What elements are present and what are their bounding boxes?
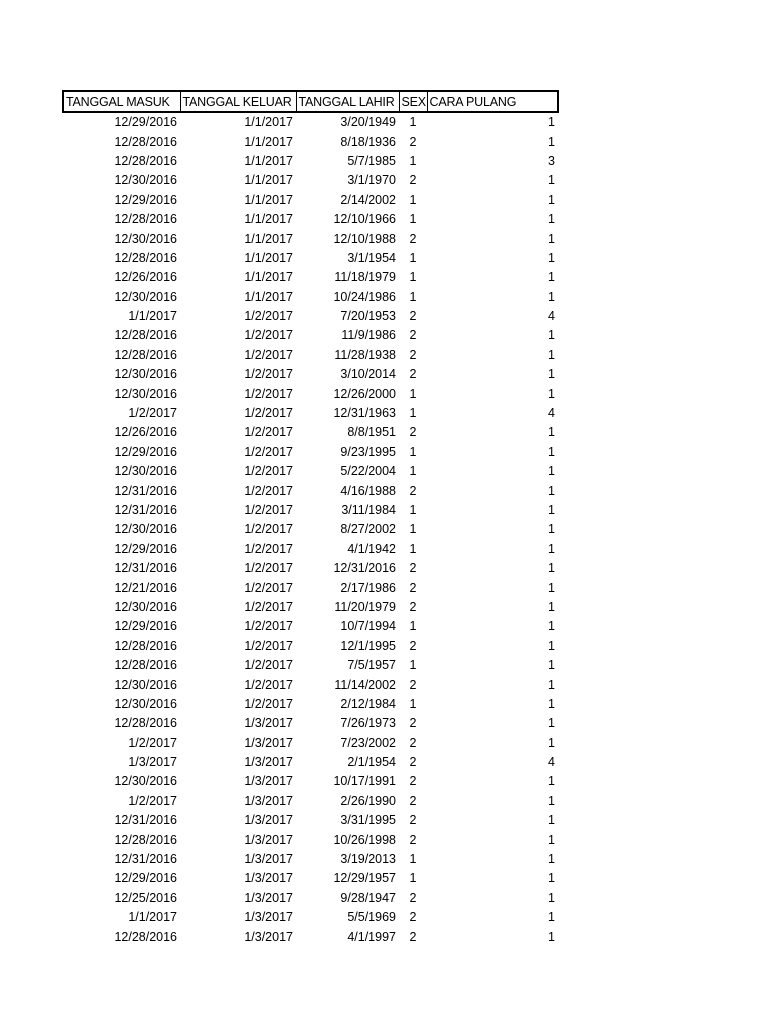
table-row xyxy=(63,830,558,849)
table-row xyxy=(63,598,558,617)
cell-tanggal-masuk: 12/26/2016 xyxy=(114,425,177,440)
table-row xyxy=(63,191,558,210)
table-row xyxy=(63,792,558,811)
cell-sex: 1 xyxy=(409,444,417,459)
cell-tanggal-lahir: 10/26/1998 xyxy=(333,832,396,847)
table-row xyxy=(63,268,558,287)
cell-sex: 2 xyxy=(409,929,417,944)
cell-tanggal-masuk: 12/28/2016 xyxy=(114,212,177,227)
table-row xyxy=(63,714,558,733)
cell-tanggal-keluar: 1/1/2017 xyxy=(244,134,293,149)
table-row xyxy=(63,365,558,384)
cell-tanggal-keluar: 1/1/2017 xyxy=(244,212,293,227)
cell-tanggal-keluar: 1/3/2017 xyxy=(244,774,293,789)
cell-tanggal-lahir: 2/1/1954 xyxy=(347,755,396,770)
cell-sex: 2 xyxy=(409,735,417,750)
table-row xyxy=(63,307,558,326)
cell-tanggal-lahir: 12/29/1957 xyxy=(333,871,396,886)
cell-cara-pulang: 1 xyxy=(548,425,555,440)
cell-tanggal-masuk: 12/30/2016 xyxy=(114,774,177,789)
cell-tanggal-keluar: 1/1/2017 xyxy=(244,270,293,285)
cell-sex: 2 xyxy=(409,599,417,614)
cell-tanggal-lahir: 9/28/1947 xyxy=(340,890,396,905)
cell-tanggal-keluar: 1/1/2017 xyxy=(244,250,293,265)
table-row xyxy=(63,540,558,559)
cell-tanggal-masuk: 12/21/2016 xyxy=(114,580,177,595)
cell-cara-pulang: 1 xyxy=(548,483,555,498)
header-row xyxy=(63,91,558,112)
cell-sex: 2 xyxy=(409,173,417,188)
cell-tanggal-masuk: 12/28/2016 xyxy=(114,929,177,944)
cell-tanggal-lahir: 2/26/1990 xyxy=(340,793,396,808)
cell-tanggal-keluar: 1/3/2017 xyxy=(244,910,293,925)
cell-cara-pulang: 1 xyxy=(548,580,555,595)
cell-sex: 2 xyxy=(409,755,417,770)
cell-cara-pulang: 1 xyxy=(548,134,555,149)
table-row xyxy=(63,288,558,307)
cell-tanggal-keluar: 1/2/2017 xyxy=(244,406,293,421)
cell-sex: 1 xyxy=(409,192,417,207)
cell-sex: 2 xyxy=(409,561,417,576)
cell-sex: 2 xyxy=(409,309,417,324)
cell-tanggal-lahir: 5/22/2004 xyxy=(340,464,396,479)
table-body xyxy=(63,112,558,947)
cell-sex: 1 xyxy=(409,619,417,634)
cell-tanggal-masuk: 12/29/2016 xyxy=(114,115,177,130)
cell-tanggal-keluar: 1/3/2017 xyxy=(244,716,293,731)
cell-tanggal-keluar: 1/1/2017 xyxy=(244,115,293,130)
cell-tanggal-masuk: 12/28/2016 xyxy=(114,716,177,731)
cell-tanggal-masuk: 12/28/2016 xyxy=(114,347,177,362)
cell-cara-pulang: 1 xyxy=(548,464,555,479)
cell-tanggal-masuk: 12/31/2016 xyxy=(114,852,177,867)
cell-cara-pulang: 4 xyxy=(548,406,555,421)
cell-tanggal-keluar: 1/1/2017 xyxy=(244,289,293,304)
table-row xyxy=(63,520,558,539)
cell-sex: 2 xyxy=(409,774,417,789)
cell-tanggal-keluar: 1/2/2017 xyxy=(244,619,293,634)
cell-cara-pulang: 1 xyxy=(548,386,555,401)
patient-table xyxy=(62,90,559,947)
cell-tanggal-masuk: 12/25/2016 xyxy=(114,890,177,905)
cell-sex: 2 xyxy=(409,677,417,692)
table-row xyxy=(63,404,558,423)
cell-cara-pulang: 4 xyxy=(548,309,555,324)
cell-cara-pulang: 1 xyxy=(548,619,555,634)
cell-cara-pulang: 1 xyxy=(548,561,555,576)
cell-cara-pulang: 1 xyxy=(548,192,555,207)
cell-tanggal-masuk: 12/28/2016 xyxy=(114,832,177,847)
header-tanggal-keluar: TANGGAL KELUAR xyxy=(180,91,296,112)
cell-tanggal-masuk: 12/30/2016 xyxy=(114,289,177,304)
table-row xyxy=(63,326,558,345)
cell-sex: 2 xyxy=(409,890,417,905)
cell-tanggal-masuk: 1/1/2017 xyxy=(128,309,177,324)
cell-cara-pulang: 1 xyxy=(548,115,555,130)
cell-tanggal-lahir: 4/1/1942 xyxy=(347,541,396,556)
cell-tanggal-keluar: 1/2/2017 xyxy=(244,658,293,673)
cell-cara-pulang: 1 xyxy=(548,696,555,711)
cell-tanggal-lahir: 4/16/1988 xyxy=(340,483,396,498)
cell-cara-pulang: 1 xyxy=(548,503,555,517)
cell-tanggal-masuk: 12/29/2016 xyxy=(114,871,177,886)
cell-tanggal-lahir: 8/8/1951 xyxy=(347,425,396,440)
cell-tanggal-lahir: 12/10/1966 xyxy=(333,212,396,227)
cell-cara-pulang: 1 xyxy=(548,677,555,692)
cell-tanggal-masuk: 12/29/2016 xyxy=(114,541,177,556)
cell-tanggal-keluar: 1/2/2017 xyxy=(244,503,293,517)
cell-tanggal-masuk: 12/31/2016 xyxy=(114,483,177,498)
table-row xyxy=(63,384,558,403)
cell-tanggal-keluar: 1/2/2017 xyxy=(244,638,293,653)
table-row xyxy=(63,171,558,190)
cell-sex: 1 xyxy=(409,852,417,867)
cell-tanggal-masuk: 1/2/2017 xyxy=(128,406,177,421)
table-row xyxy=(63,481,558,500)
table-row xyxy=(63,734,558,753)
cell-sex: 1 xyxy=(409,115,417,130)
table-row xyxy=(63,889,558,908)
table-row xyxy=(63,869,558,888)
table-row xyxy=(63,229,558,248)
cell-tanggal-masuk: 12/31/2016 xyxy=(114,813,177,828)
cell-sex: 2 xyxy=(409,134,417,149)
table-row xyxy=(63,578,558,597)
cell-tanggal-lahir: 10/24/1986 xyxy=(333,289,396,304)
cell-tanggal-keluar: 1/2/2017 xyxy=(244,464,293,479)
cell-tanggal-keluar: 1/2/2017 xyxy=(244,561,293,576)
cell-sex: 1 xyxy=(409,503,417,517)
cell-tanggal-keluar: 1/2/2017 xyxy=(244,328,293,343)
cell-tanggal-lahir: 7/20/1953 xyxy=(340,309,396,324)
cell-sex: 1 xyxy=(409,658,417,673)
table-row xyxy=(63,132,558,151)
table-row xyxy=(63,850,558,869)
cell-cara-pulang: 1 xyxy=(548,813,555,828)
cell-tanggal-keluar: 1/2/2017 xyxy=(244,541,293,556)
table-row xyxy=(63,695,558,714)
cell-cara-pulang: 1 xyxy=(548,832,555,847)
cell-sex: 2 xyxy=(409,231,417,246)
cell-tanggal-lahir: 7/5/1957 xyxy=(347,658,396,673)
cell-tanggal-masuk: 12/28/2016 xyxy=(114,250,177,265)
cell-tanggal-masuk: 1/1/2017 xyxy=(128,910,177,925)
cell-sex: 1 xyxy=(409,406,417,421)
cell-sex: 2 xyxy=(409,813,417,828)
cell-tanggal-masuk: 12/29/2016 xyxy=(114,192,177,207)
cell-sex: 1 xyxy=(409,464,417,479)
cell-tanggal-masuk: 12/30/2016 xyxy=(114,173,177,188)
cell-tanggal-lahir: 3/11/1984 xyxy=(341,503,396,517)
table-row xyxy=(63,152,558,171)
table-row xyxy=(63,908,558,927)
cell-sex: 2 xyxy=(409,425,417,440)
cell-tanggal-masuk: 12/29/2016 xyxy=(114,444,177,459)
cell-tanggal-masuk: 12/29/2016 xyxy=(114,619,177,634)
header-tanggal-masuk: TANGGAL MASUK xyxy=(63,91,180,112)
table-row xyxy=(63,443,558,462)
cell-cara-pulang: 1 xyxy=(548,173,555,188)
cell-cara-pulang: 1 xyxy=(548,890,555,905)
cell-tanggal-masuk: 12/30/2016 xyxy=(114,677,177,692)
header-cara-pulang: CARA PULANG xyxy=(427,91,558,112)
cell-tanggal-lahir: 12/31/1963 xyxy=(333,406,396,421)
header-sex: SEX xyxy=(399,91,427,112)
cell-cara-pulang: 1 xyxy=(548,793,555,808)
cell-tanggal-keluar: 1/2/2017 xyxy=(244,444,293,459)
cell-tanggal-keluar: 1/2/2017 xyxy=(244,386,293,401)
cell-tanggal-keluar: 1/3/2017 xyxy=(244,890,293,905)
table-row xyxy=(63,559,558,578)
cell-sex: 2 xyxy=(409,328,417,343)
cell-cara-pulang: 1 xyxy=(548,541,555,556)
cell-tanggal-keluar: 1/3/2017 xyxy=(244,735,293,750)
cell-cara-pulang: 1 xyxy=(548,522,555,537)
cell-tanggal-lahir: 2/17/1986 xyxy=(340,580,396,595)
cell-tanggal-masuk: 1/2/2017 xyxy=(128,735,177,750)
table-row xyxy=(63,423,558,442)
cell-sex: 1 xyxy=(409,270,417,285)
cell-tanggal-masuk: 12/28/2016 xyxy=(114,328,177,343)
cell-tanggal-lahir: 8/18/1936 xyxy=(340,134,396,149)
cell-tanggal-keluar: 1/1/2017 xyxy=(244,173,293,188)
cell-tanggal-keluar: 1/1/2017 xyxy=(244,192,293,207)
cell-cara-pulang: 1 xyxy=(548,929,555,944)
cell-tanggal-keluar: 1/2/2017 xyxy=(244,425,293,440)
cell-tanggal-keluar: 1/3/2017 xyxy=(244,832,293,847)
cell-tanggal-keluar: 1/2/2017 xyxy=(244,677,293,692)
cell-tanggal-masuk: 12/28/2016 xyxy=(114,153,177,168)
table-row xyxy=(63,501,558,520)
table-row xyxy=(63,346,558,365)
cell-tanggal-keluar: 1/3/2017 xyxy=(244,871,293,886)
cell-cara-pulang: 1 xyxy=(548,852,555,867)
patient-discharge-sheet xyxy=(62,90,557,947)
table-row xyxy=(63,772,558,791)
cell-tanggal-lahir: 3/1/1970 xyxy=(347,173,396,188)
cell-tanggal-keluar: 1/3/2017 xyxy=(244,755,293,770)
cell-tanggal-keluar: 1/2/2017 xyxy=(244,522,293,537)
cell-tanggal-keluar: 1/2/2017 xyxy=(244,599,293,614)
table-row xyxy=(63,210,558,229)
cell-tanggal-lahir: 9/23/1995 xyxy=(340,444,396,459)
cell-tanggal-keluar: 1/2/2017 xyxy=(244,367,293,382)
table-row xyxy=(63,617,558,636)
cell-tanggal-keluar: 1/3/2017 xyxy=(244,813,293,828)
cell-tanggal-lahir: 2/14/2002 xyxy=(340,192,396,207)
cell-sex: 1 xyxy=(409,871,417,886)
cell-cara-pulang: 1 xyxy=(548,910,555,925)
cell-tanggal-keluar: 1/1/2017 xyxy=(244,153,293,168)
cell-sex: 1 xyxy=(409,386,417,401)
cell-sex: 2 xyxy=(409,910,417,925)
cell-tanggal-lahir: 12/31/2016 xyxy=(333,561,396,576)
cell-tanggal-lahir: 8/27/2002 xyxy=(340,522,396,537)
cell-tanggal-lahir: 12/10/1988 xyxy=(333,231,396,246)
cell-tanggal-masuk: 12/30/2016 xyxy=(114,386,177,401)
cell-sex: 1 xyxy=(409,250,417,265)
cell-tanggal-lahir: 2/12/1984 xyxy=(340,696,396,711)
cell-tanggal-masuk: 12/30/2016 xyxy=(114,522,177,537)
cell-cara-pulang: 1 xyxy=(548,774,555,789)
cell-cara-pulang: 1 xyxy=(548,871,555,886)
cell-sex: 1 xyxy=(409,212,417,227)
cell-tanggal-keluar: 1/3/2017 xyxy=(244,793,293,808)
cell-tanggal-keluar: 1/2/2017 xyxy=(244,483,293,498)
cell-tanggal-keluar: 1/3/2017 xyxy=(244,929,293,944)
cell-sex: 1 xyxy=(409,289,417,304)
cell-tanggal-lahir: 3/19/2013 xyxy=(340,852,396,867)
cell-cara-pulang: 1 xyxy=(548,599,555,614)
table-row xyxy=(63,249,558,268)
cell-sex: 1 xyxy=(409,696,417,711)
table-row xyxy=(63,462,558,481)
cell-tanggal-masuk: 12/30/2016 xyxy=(114,464,177,479)
cell-tanggal-masuk: 12/26/2016 xyxy=(114,270,177,285)
cell-cara-pulang: 1 xyxy=(548,638,555,653)
cell-cara-pulang: 1 xyxy=(548,270,555,285)
cell-tanggal-masuk: 1/3/2017 xyxy=(128,755,177,770)
cell-sex: 1 xyxy=(409,522,417,537)
cell-tanggal-lahir: 10/17/1991 xyxy=(333,774,396,789)
cell-cara-pulang: 1 xyxy=(548,289,555,304)
cell-cara-pulang: 4 xyxy=(548,755,555,770)
cell-sex: 1 xyxy=(409,153,417,168)
cell-tanggal-masuk: 12/28/2016 xyxy=(114,134,177,149)
cell-tanggal-keluar: 1/3/2017 xyxy=(244,852,293,867)
cell-tanggal-lahir: 10/7/1994 xyxy=(340,619,396,634)
table-row xyxy=(63,637,558,656)
cell-tanggal-lahir: 3/1/1954 xyxy=(347,250,396,265)
cell-tanggal-masuk: 1/2/2017 xyxy=(128,793,177,808)
header-tanggal-lahir: TANGGAL LAHIR xyxy=(296,91,399,112)
cell-cara-pulang: 1 xyxy=(548,231,555,246)
cell-tanggal-lahir: 11/14/2002 xyxy=(334,677,396,692)
cell-tanggal-masuk: 12/31/2016 xyxy=(114,503,177,517)
cell-tanggal-keluar: 1/2/2017 xyxy=(244,696,293,711)
cell-tanggal-masuk: 12/28/2016 xyxy=(114,638,177,653)
cell-cara-pulang: 1 xyxy=(548,716,555,731)
cell-sex: 2 xyxy=(409,716,417,731)
cell-cara-pulang: 3 xyxy=(548,153,555,168)
cell-tanggal-lahir: 11/9/1986 xyxy=(341,328,396,343)
cell-sex: 2 xyxy=(409,347,417,362)
cell-cara-pulang: 1 xyxy=(548,735,555,750)
cell-tanggal-lahir: 5/5/1969 xyxy=(347,910,396,925)
cell-sex: 2 xyxy=(409,638,417,653)
cell-sex: 1 xyxy=(409,541,417,556)
cell-tanggal-lahir: 12/26/2000 xyxy=(333,386,396,401)
cell-tanggal-lahir: 3/20/1949 xyxy=(340,115,396,130)
cell-tanggal-masuk: 12/30/2016 xyxy=(114,696,177,711)
cell-tanggal-lahir: 3/10/2014 xyxy=(340,367,396,382)
cell-sex: 2 xyxy=(409,793,417,808)
cell-sex: 2 xyxy=(409,832,417,847)
cell-sex: 2 xyxy=(409,483,417,498)
cell-tanggal-lahir: 11/18/1979 xyxy=(334,270,396,285)
cell-tanggal-keluar: 1/1/2017 xyxy=(244,231,293,246)
cell-tanggal-lahir: 3/31/1995 xyxy=(340,813,396,828)
cell-cara-pulang: 1 xyxy=(548,328,555,343)
cell-tanggal-masuk: 12/28/2016 xyxy=(114,658,177,673)
cell-tanggal-masuk: 12/30/2016 xyxy=(114,231,177,246)
table-row xyxy=(63,112,558,132)
cell-tanggal-keluar: 1/2/2017 xyxy=(244,309,293,324)
cell-tanggal-keluar: 1/2/2017 xyxy=(244,580,293,595)
cell-sex: 2 xyxy=(409,367,417,382)
cell-tanggal-lahir: 11/28/1938 xyxy=(334,347,396,362)
cell-cara-pulang: 1 xyxy=(548,367,555,382)
cell-tanggal-masuk: 12/31/2016 xyxy=(114,561,177,576)
cell-tanggal-lahir: 11/20/1979 xyxy=(334,599,396,614)
table-row xyxy=(63,753,558,772)
cell-tanggal-lahir: 12/1/1995 xyxy=(340,638,396,653)
table-row xyxy=(63,656,558,675)
cell-tanggal-masuk: 12/30/2016 xyxy=(114,367,177,382)
cell-cara-pulang: 1 xyxy=(548,347,555,362)
table-row xyxy=(63,811,558,830)
cell-cara-pulang: 1 xyxy=(548,444,555,459)
cell-cara-pulang: 1 xyxy=(548,658,555,673)
cell-tanggal-lahir: 7/23/2002 xyxy=(340,735,396,750)
cell-tanggal-lahir: 4/1/1997 xyxy=(347,929,396,944)
cell-tanggal-masuk: 12/30/2016 xyxy=(114,599,177,614)
cell-cara-pulang: 1 xyxy=(548,212,555,227)
cell-sex: 2 xyxy=(409,580,417,595)
cell-cara-pulang: 1 xyxy=(548,250,555,265)
table-row xyxy=(63,675,558,694)
cell-tanggal-lahir: 5/7/1985 xyxy=(347,153,396,168)
cell-tanggal-lahir: 7/26/1973 xyxy=(340,716,396,731)
table-row xyxy=(63,927,558,946)
cell-tanggal-keluar: 1/2/2017 xyxy=(244,347,293,362)
